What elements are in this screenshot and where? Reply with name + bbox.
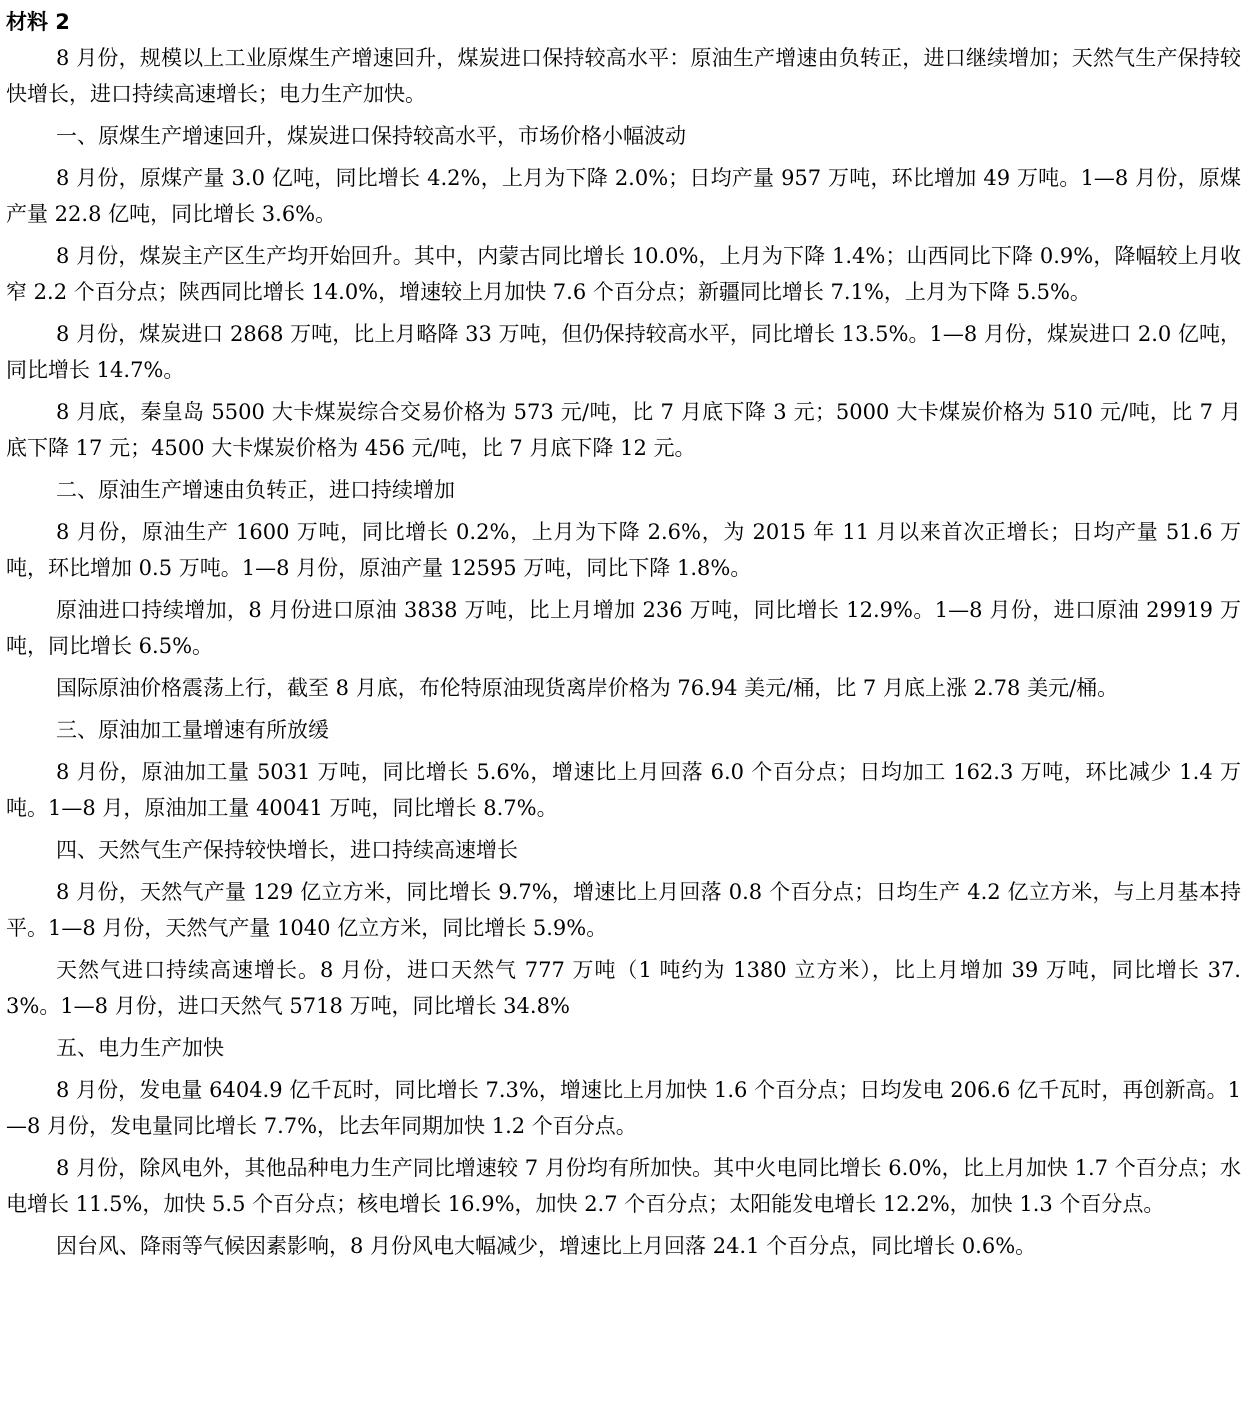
coal-output-paragraph: 8 月份，原煤产量 3.0 亿吨，同比增长 4.2%，上月为下降 2.0%；日均产量 957 万吨，环比增加 49 万吨。1—8 月份，原煤产量 22.8 亿吨，同比增长 3.6%。 bbox=[6, 166, 1241, 226]
crude-import-paragraph: 原油进口持续增加，8 月份进口原油 3838 万吨，比上月增加 236 万吨，同比增长 12.9%。1—8 月份，进口原油 29919 万吨，同比增长 6.5%。 bbox=[6, 598, 1241, 658]
gas-output-paragraph: 8 月份，天然气产量 129 亿立方米，同比增长 9.7%，增速比上月回落 0.8 个百分点；日均生产 4.2 亿立方米，与上月基本持平。1—8 月份，天然气产量 1040 亿立方米，同比增长 5.9%。 bbox=[6, 880, 1241, 940]
intro-paragraph: 8 月份，规模以上工业原煤生产增速回升，煤炭进口保持较高水平：原油生产增速由负转正，进口继续增加；天然气生产保持较快增长，进口持续高速增长；电力生产加快。 bbox=[6, 46, 1241, 106]
power-output-paragraph: 8 月份，发电量 6404.9 亿千瓦时，同比增长 7.3%，增速比上月加快 1.6 个百分点；日均发电 206.6 亿千瓦时，再创新高。1—8 月份，发电量同比增长 7.7%，比去年同期加快 1.2 个百分点。 bbox=[6, 1078, 1241, 1138]
refining-paragraph: 8 月份，原油加工量 5031 万吨，同比增长 5.6%，增速比上月回落 6.0 个百分点；日均加工 162.3 万吨，环比减少 1.4 万吨。1—8 月，原油加工量 40041 万吨，同比增长 8.7%。 bbox=[6, 760, 1241, 820]
coal-price-paragraph: 8 月底，秦皇岛 5500 大卡煤炭综合交易价格为 573 元/吨，比 7 月底下降 3 元；5000 大卡煤炭价格为 510 元/吨，比 7 月底下降 17 元；4500 大卡煤炭价格为 456 元/吨，比 7 月底下降 12 元。 bbox=[6, 400, 1241, 460]
crude-price-paragraph: 国际原油价格震荡上行，截至 8 月底，布伦特原油现货离岸价格为 76.94 美元/桶，比 7 月底上涨 2.78 美元/桶。 bbox=[56, 676, 1119, 700]
material-title: 材料 2 bbox=[6, 10, 70, 34]
section-heading-crude-oil: 二、原油生产增速由负转正，进口持续增加 bbox=[56, 478, 455, 502]
wind-power-paragraph: 因台风、降雨等气候因素影响，8 月份风电大幅减少，增速比上月回落 24.1 个百分点，同比增长 0.6%。 bbox=[56, 1234, 1037, 1258]
gas-import-paragraph: 天然气进口持续高速增长。8 月份，进口天然气 777 万吨（1 吨约为 1380 立方米），比上月增加 39 万吨，同比增长 37.3%。1—8 月份，进口天然气 5718 万吨，同比增长 34.8% bbox=[6, 958, 1241, 1018]
section-heading-coal: 一、原煤生产增速回升，煤炭进口保持较高水平，市场价格小幅波动 bbox=[56, 124, 686, 148]
coal-import-paragraph: 8 月份，煤炭进口 2868 万吨，比上月略降 33 万吨，但仍保持较高水平，同比增长 13.5%。1—8 月份，煤炭进口 2.0 亿吨，同比增长 14.7%。 bbox=[6, 322, 1241, 382]
section-heading-electricity: 五、电力生产加快 bbox=[56, 1036, 224, 1060]
power-sources-paragraph: 8 月份，除风电外，其他品种电力生产同比增速较 7 月份均有所加快。其中火电同比增长 6.0%，比上月加快 1.7 个百分点；水电增长 11.5%，加快 5.5 个百分点；核电增长 16.9%，加快 2.7 个百分点；太阳能发电增长 12.2%，加快 1.3 个百分点。 bbox=[6, 1156, 1241, 1216]
section-heading-natural-gas: 四、天然气生产保持较快增长，进口持续高速增长 bbox=[56, 838, 518, 862]
coal-regions-paragraph: 8 月份，煤炭主产区生产均开始回升。其中，内蒙古同比增长 10.0%，上月为下降 1.4%；山西同比下降 0.9%，降幅较上月收窄 2.2 个百分点；陕西同比增长 14.0%，增速较上月加快 7.6 个百分点；新疆同比增长 7.1%，上月为下降 5.5%。 bbox=[6, 244, 1241, 304]
section-heading-refining: 三、原油加工量增速有所放缓 bbox=[56, 718, 329, 742]
crude-output-paragraph: 8 月份，原油生产 1600 万吨，同比增长 0.2%，上月为下降 2.6%，为 2015 年 11 月以来首次正增长；日均产量 51.6 万吨，环比增加 0.5 万吨。1—8 月份，原油产量 12595 万吨，同比下降 1.8%。 bbox=[6, 520, 1241, 580]
